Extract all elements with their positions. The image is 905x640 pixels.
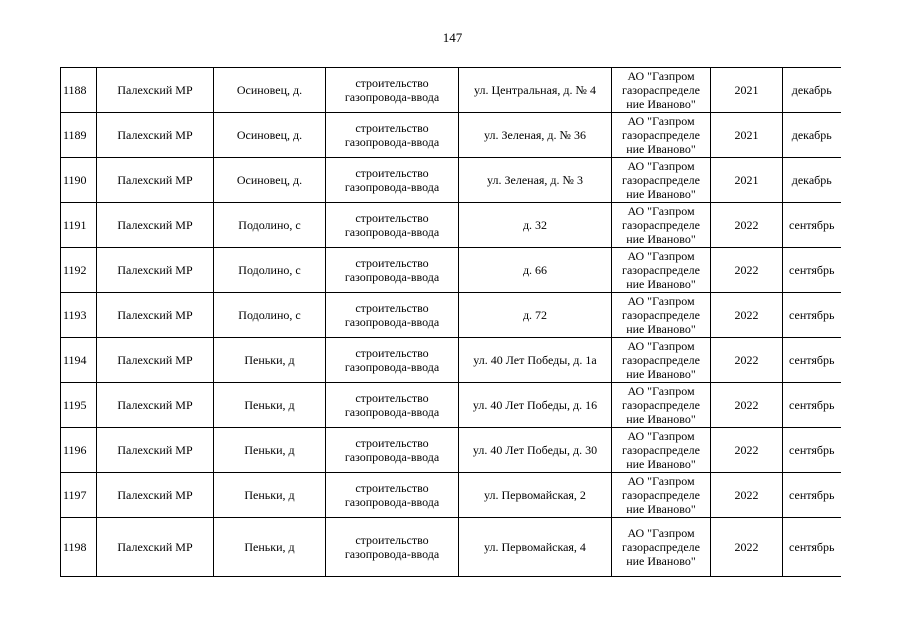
district-cell: Палехский МР [97,518,214,577]
row-number: 1190 [61,158,97,203]
settlement-cell: Осиновец, д. [214,113,326,158]
owner-cell: АО "Газпром газораспределе ние Иваново" [612,428,711,473]
row-number: 1197 [61,473,97,518]
month-cell: сентябрь [783,203,841,248]
year-cell: 2022 [711,203,783,248]
year-cell: 2021 [711,113,783,158]
district-cell: Палехский МР [97,473,214,518]
year-cell: 2022 [711,248,783,293]
settlement-cell: Пеньки, д [214,518,326,577]
address-cell: ул. Первомайская, 4 [459,518,612,577]
month-cell: сентябрь [783,518,841,577]
row-number: 1191 [61,203,97,248]
row-number: 1195 [61,383,97,428]
year-cell: 2022 [711,473,783,518]
work-type-cell: строительство газопровода-ввода [326,293,459,338]
address-cell: д. 66 [459,248,612,293]
owner-cell: АО "Газпром газораспределе ние Иваново" [612,113,711,158]
owner-cell: АО "Газпром газораспределе ние Иваново" [612,68,711,113]
owner-cell: АО "Газпром газораспределе ние Иваново" [612,203,711,248]
table-row [61,383,841,428]
page-number: 147 [442,30,463,45]
row-number: 1196 [61,428,97,473]
year-cell: 2022 [711,428,783,473]
address-cell: ул. Зеленая, д. № 3 [459,158,612,203]
district-cell: Палехский МР [97,158,214,203]
row-number: 1189 [61,113,97,158]
work-type-cell: строительство газопровода-ввода [326,428,459,473]
owner-cell: АО "Газпром газораспределе ние Иваново" [612,158,711,203]
owner-cell: АО "Газпром газораспределе ние Иваново" [612,383,711,428]
month-cell: сентябрь [783,383,841,428]
owner-cell: АО "Газпром газораспределе ние Иваново" [612,293,711,338]
month-cell: декабрь [783,113,841,158]
row-number: 1192 [61,248,97,293]
month-cell: сентябрь [783,428,841,473]
settlement-cell: Пеньки, д [214,383,326,428]
district-cell: Палехский МР [97,293,214,338]
address-cell: д. 32 [459,203,612,248]
table-row [61,518,841,577]
year-cell: 2022 [711,338,783,383]
table-row [61,113,841,158]
month-cell: сентябрь [783,473,841,518]
address-cell: ул. 40 Лет Победы, д. 30 [459,428,612,473]
settlement-cell: Подолино, с [214,203,326,248]
month-cell: сентябрь [783,338,841,383]
settlement-cell: Подолино, с [214,293,326,338]
owner-cell: АО "Газпром газораспределе ние Иваново" [612,338,711,383]
year-cell: 2022 [711,383,783,428]
settlement-cell: Пеньки, д [214,338,326,383]
district-cell: Палехский МР [97,428,214,473]
settlement-cell: Осиновец, д. [214,68,326,113]
district-cell: Палехский МР [97,113,214,158]
district-cell: Палехский МР [97,248,214,293]
table-body [61,68,841,577]
address-cell: ул. Зеленая, д. № 36 [459,113,612,158]
work-type-cell: строительство газопровода-ввода [326,158,459,203]
owner-cell: АО "Газпром газораспределе ние Иваново" [612,518,711,577]
address-cell: ул. Центральная, д. № 4 [459,68,612,113]
district-cell: Палехский МР [97,203,214,248]
address-cell: д. 72 [459,293,612,338]
district-cell: Палехский МР [97,68,214,113]
work-type-cell: строительство газопровода-ввода [326,473,459,518]
month-cell: декабрь [783,158,841,203]
row-number: 1198 [61,518,97,577]
row-number: 1188 [61,68,97,113]
table-row [61,338,841,383]
row-number: 1194 [61,338,97,383]
work-type-cell: строительство газопровода-ввода [326,68,459,113]
year-cell: 2022 [711,518,783,577]
table-row [61,248,841,293]
work-type-cell: строительство газопровода-ввода [326,203,459,248]
gas-connection-table [60,67,841,577]
work-type-cell: строительство газопровода-ввода [326,113,459,158]
work-type-cell: строительство газопровода-ввода [326,248,459,293]
month-cell: декабрь [783,68,841,113]
table-row [61,293,841,338]
address-cell: ул. Первомайская, 2 [459,473,612,518]
owner-cell: АО "Газпром газораспределе ние Иваново" [612,248,711,293]
address-cell: ул. 40 Лет Победы, д. 1а [459,338,612,383]
address-cell: ул. 40 Лет Победы, д. 16 [459,383,612,428]
year-cell: 2021 [711,68,783,113]
table-row [61,68,841,113]
year-cell: 2021 [711,158,783,203]
work-type-cell: строительство газопровода-ввода [326,518,459,577]
table-row [61,428,841,473]
row-number: 1193 [61,293,97,338]
settlement-cell: Осиновец, д. [214,158,326,203]
district-cell: Палехский МР [97,338,214,383]
month-cell: сентябрь [783,293,841,338]
table-row [61,473,841,518]
settlement-cell: Пеньки, д [214,473,326,518]
year-cell: 2022 [711,293,783,338]
settlement-cell: Подолино, с [214,248,326,293]
work-type-cell: строительство газопровода-ввода [326,383,459,428]
work-type-cell: строительство газопровода-ввода [326,338,459,383]
settlement-cell: Пеньки, д [214,428,326,473]
district-cell: Палехский МР [97,383,214,428]
table-row [61,203,841,248]
table-row [61,158,841,203]
owner-cell: АО "Газпром газораспределе ние Иваново" [612,473,711,518]
month-cell: сентябрь [783,248,841,293]
